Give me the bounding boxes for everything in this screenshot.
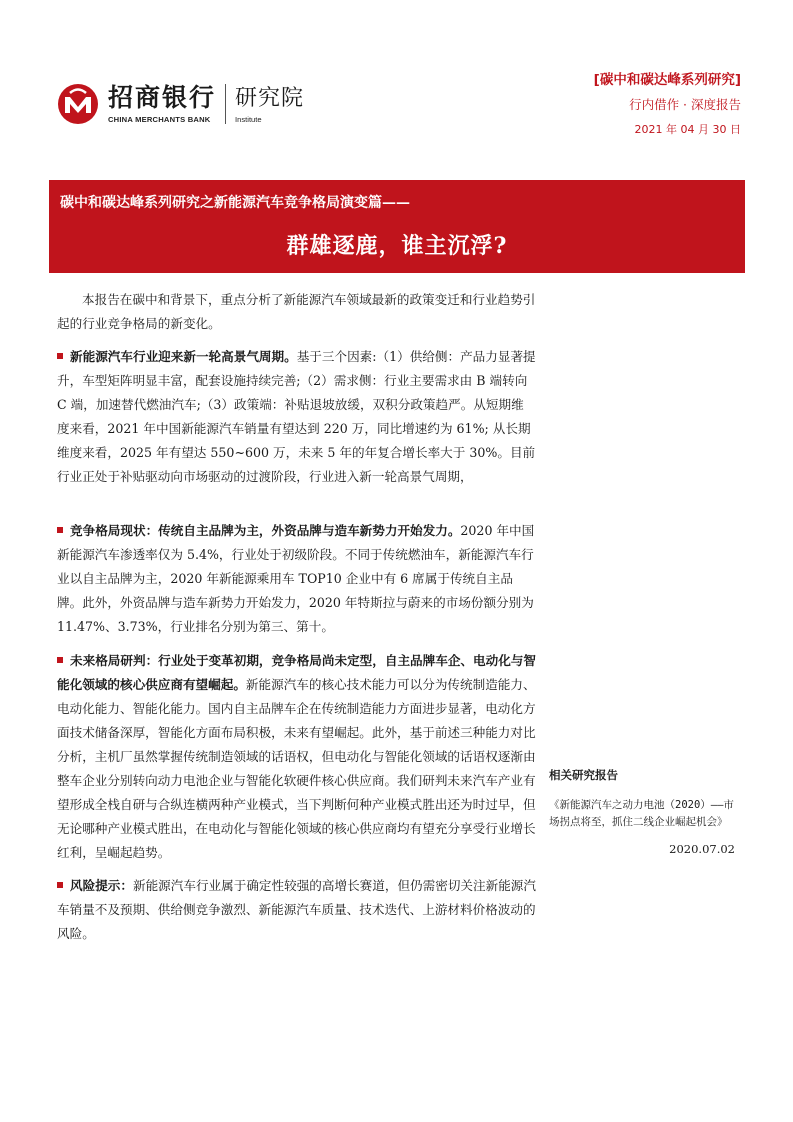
bank-name-en: CHINA MERCHANTS BANK xyxy=(108,115,211,124)
logo-divider xyxy=(225,84,226,124)
bank-name: 招商银行 xyxy=(108,83,217,112)
title-banner xyxy=(49,180,745,273)
section-heading: 未来格局研判：行业处于变革初期，竞争格局尚未定型，自主品牌车企、电动化与智能化领域的核心供应商有望崛起。 xyxy=(57,653,536,692)
section-market-cycle xyxy=(57,345,536,489)
related-report-link[interactable]: 《新能源汽车之动力电池（2020）——市场拐点将至，抓住二线企业崛起机会》 xyxy=(549,799,734,828)
bullet-icon xyxy=(57,882,63,888)
section-competition-status xyxy=(57,519,536,639)
institute-name: 研究院 xyxy=(235,85,305,111)
section-future-outlook xyxy=(57,649,536,865)
bullet-icon xyxy=(57,657,63,663)
report-type: 行内借作 · 深度报告 xyxy=(629,97,741,112)
section-body: 新能源汽车行业属于确定性较强的高增长赛道，但仍需密切关注新能源汽车销量不及预期、供给侧竞争激烈、新能源汽车质量、技术迭代、上游材料价格波动的风险。 xyxy=(57,878,536,941)
bullet-icon xyxy=(57,527,63,533)
section-heading: 风险提示： xyxy=(70,878,133,893)
section-body: 基于三个因素:（1）供给侧：产品力显著提升，车型矩阵明显丰富，配套设施持续完善;（2）需求侧：行业主要需求由 B 端转向 C 端，加速替代燃油汽车;（3）政策端：补贴退坡放缓，双积分政策趋严。从短期维度来看，2021 年中国新能源汽车销量有望达到 220 万，同比增速约为 61%; 从长期维度来看，2025 年有望达 550~600 万，未来 5 年的年复合增长率大于 30%。目前行业正处于补贴驱动向市场驱动的过渡阶段，行业进入新一轮高景气周期， xyxy=(57,349,536,484)
section-body: 新能源汽车的核心技术能力可以分为传统制造能力、电动化能力、智能化能力。国内自主品牌车企在传统制造能力方面进步显著，电动化方面技术储备深厚，智能化方面布局积极，未来有望崛起。此外，基于前述三种能力对比分析，主机厂虽然掌握传统制造领域的话语权，但电动化与智能化领域的话语权逐渐由整车企业分别转向动力电池企业与智能化软硬件核心供应商。我们研判未来汽车产业有望形成全栈自研与合纵连横两种产业模式，当下判断何种产业模式胜出还为时过早，但无论哪种产业模式胜出，在电动化与智能化领域的核心供应商均有望充分享受行业增长红利，呈崛起趋势。 xyxy=(57,677,536,860)
report-subtitle: 碳中和碳达峰系列研究之新能源汽车竞争格局演变篇—— xyxy=(60,195,410,211)
cmb-logo-icon xyxy=(56,82,100,126)
section-risk-warning xyxy=(57,874,536,946)
institute-name-en: Institute xyxy=(235,114,262,124)
related-reports xyxy=(549,767,735,856)
bullet-icon xyxy=(57,353,63,359)
bank-logo xyxy=(56,80,304,128)
related-reports-title: 相关研究报告 xyxy=(549,768,618,782)
intro-paragraph: 本报告在碳中和背景下，重点分析了新能源汽车领域最新的政策变迁和行业趋势引起的行业竞争格局的新变化。 xyxy=(57,292,536,331)
section-heading: 新能源汽车行业迎来新一轮高景气周期。 xyxy=(70,349,297,364)
report-title: 群雄逐鹿，谁主沉浮? xyxy=(286,233,508,259)
section-body: 2020 年中国新能源汽车渗透率仅为 5.4%，行业处于初级阶段。不同于传统燃油车，新能源汽车行业以自主品牌为主，2020 年新能源乘用车 TOP10 企业中有 6 席属于传统自主品牌。此外，外资品牌与造车新势力开始发力，2020 年特斯拉与蔚来的市场份额分别为 11.47%、3.73%，行业排名分别为第三、第十。 xyxy=(57,523,535,634)
series-label: [碳中和碳达峰系列研究] xyxy=(593,72,741,88)
related-report-date: 2020.07.02 xyxy=(669,842,735,856)
section-heading: 竞争格局现状：传统自主品牌为主，外资品牌与造车新势力开始发力。 xyxy=(70,523,461,538)
report-date: 2021 年 04 月 30 日 xyxy=(634,123,741,136)
